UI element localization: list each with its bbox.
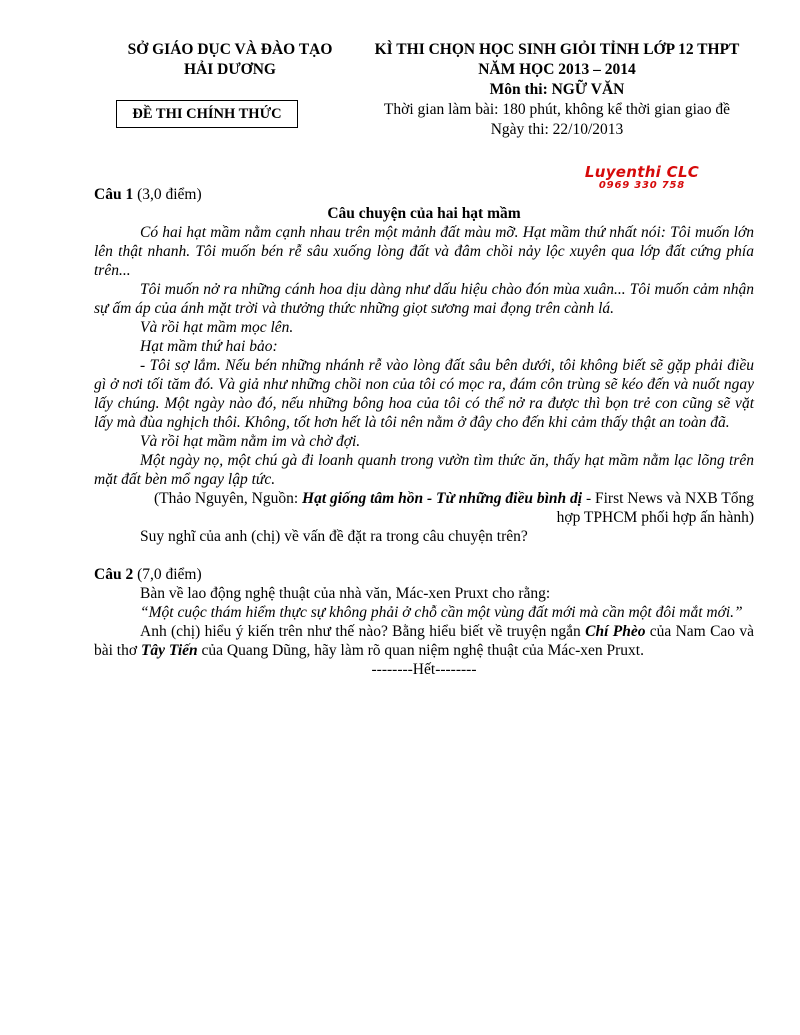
subject-label: Môn thi:: [489, 81, 552, 98]
story-paragraph: Tôi muốn nở ra những cánh hoa dịu dàng như dấu hiệu chào đón mùa xuân... Tôi muốn cảm nhận sự ấm áp của ánh mặt trời và thưởng thức những giọt sương mai đọng trên cành lá.: [94, 281, 754, 317]
work-tay-tien: Tây Tiến: [140, 642, 198, 659]
official-exam-box: [116, 100, 298, 128]
question-1-prompt: Suy nghĩ của anh (chị) về vấn đề đặt ra trong câu chuyện trên?: [140, 528, 528, 545]
exam-date: Ngày thi: 22/10/2013: [490, 121, 624, 138]
task-text-1: Anh (chị) hiểu ý kiến trên như thế nào? Bằng hiểu biết về truyện ngắn: [140, 623, 586, 640]
source-book: Hạt giống tâm hồn: [302, 490, 424, 507]
end-mark: --------Hết--------: [371, 661, 477, 678]
work-chi-pheo: Chí Phèo: [585, 623, 646, 640]
issuing-authority: [100, 40, 360, 80]
source-series: Từ những điều bình dị: [436, 490, 583, 507]
source-prefix: (Thảo Nguyên, Nguồn:: [153, 490, 303, 507]
authority-line-2: HẢI DƯƠNG: [184, 61, 276, 78]
stamp-name: Luyenthi CLC: [584, 163, 700, 181]
exam-content: [94, 185, 754, 679]
story-paragraph: - Tôi sợ lắm. Nếu bén những nhánh rễ vào lòng đất sâu bên dưới, tôi không biết sẽ gặp phải điều gì ở nơi tối tăm đó. Và giả như những chồi non của tôi có mọc ra, đám côn trùng sẽ kéo đến và nuốt ngay lấy chúng. Một ngày nào đó, nếu những bông hoa của tôi có thể nở ra được thì bọn trẻ con cũng sẽ vặt lấy mà đùa nghịch thôi. Không, tốt hơn hết là tôi nên nằm ở đây cho đến khi cảm thấy thật an toàn đã.: [94, 357, 754, 431]
story-title: Câu chuyện của hai hạt mầm: [327, 205, 521, 222]
authority-line-1: SỞ GIÁO DỤC VÀ ĐÀO TẠO: [127, 41, 333, 58]
story-paragraph: Có hai hạt mầm nằm cạnh nhau trên một mảnh đất màu mỡ. Hạt mầm thứ nhất nói: Tôi muốn lớn lên thật nhanh. Tôi muốn bén rễ sâu xuống lòng đất và đâm chồi nảy lộc xuyên qua lớp đất cứng phía trên...: [94, 224, 754, 279]
stamp-phone: 0969 330 758: [598, 180, 686, 191]
story-paragraph: Một ngày nọ, một chú gà đi loanh quanh trong vườn tìm thức ăn, thấy hạt mầm nằm lạc lõng trên mặt đất bèn mổ ngay lập tức.: [94, 452, 754, 488]
story-paragraph: Và rồi hạt mầm nằm im và chờ đợi.: [140, 433, 361, 450]
question-2-intro: Bàn về lao động nghệ thuật của nhà văn, Mác-xen Pruxt cho rằng:: [140, 585, 551, 602]
subject-name: NGỮ VĂN: [551, 81, 625, 98]
question-2-label: Câu 2: [94, 566, 134, 583]
question-1-points: (3,0 điểm): [133, 186, 202, 203]
exam-info: [352, 40, 762, 140]
task-text-2: của Nam Cao và bài thơ: [94, 623, 754, 659]
exam-title: KÌ THI CHỌN HỌC SINH GIỎI TỈNH LỚP 12 THPT: [374, 41, 740, 58]
story-source: [94, 489, 754, 527]
school-year: NĂM HỌC 2013 – 2014: [478, 61, 636, 78]
source-dash: -: [423, 490, 436, 507]
question-2-task: [94, 622, 754, 660]
story-paragraph: Và rồi hạt mầm mọc lên.: [140, 319, 294, 336]
exam-duration: Thời gian làm bài: 180 phút, không kể thời gian giao đề: [383, 101, 731, 118]
question-1-label: Câu 1: [94, 186, 134, 203]
story-paragraph: Hạt mầm thứ hai bảo:: [140, 338, 278, 355]
source-publisher: - First News và NXB Tổng: [582, 490, 754, 507]
source-publisher-cont: hợp TPHCM phối hợp ấn hành): [556, 509, 754, 526]
question-1-heading: [94, 185, 754, 204]
task-text-3: của Quang Dũng, hãy làm rõ quan niệm nghệ thuật của Mác-xen Pruxt.: [197, 642, 644, 659]
official-exam-label: ĐỀ THI CHÍNH THỨC: [132, 106, 282, 122]
subject-line: [352, 80, 762, 100]
question-2-points: (7,0 điểm): [133, 566, 202, 583]
question-2-heading: [94, 565, 754, 584]
question-2-quote: “Một cuộc thám hiểm thực sự không phải ở chỗ cần một vùng đất mới mà cần một đôi mắt mới.”: [140, 604, 743, 621]
